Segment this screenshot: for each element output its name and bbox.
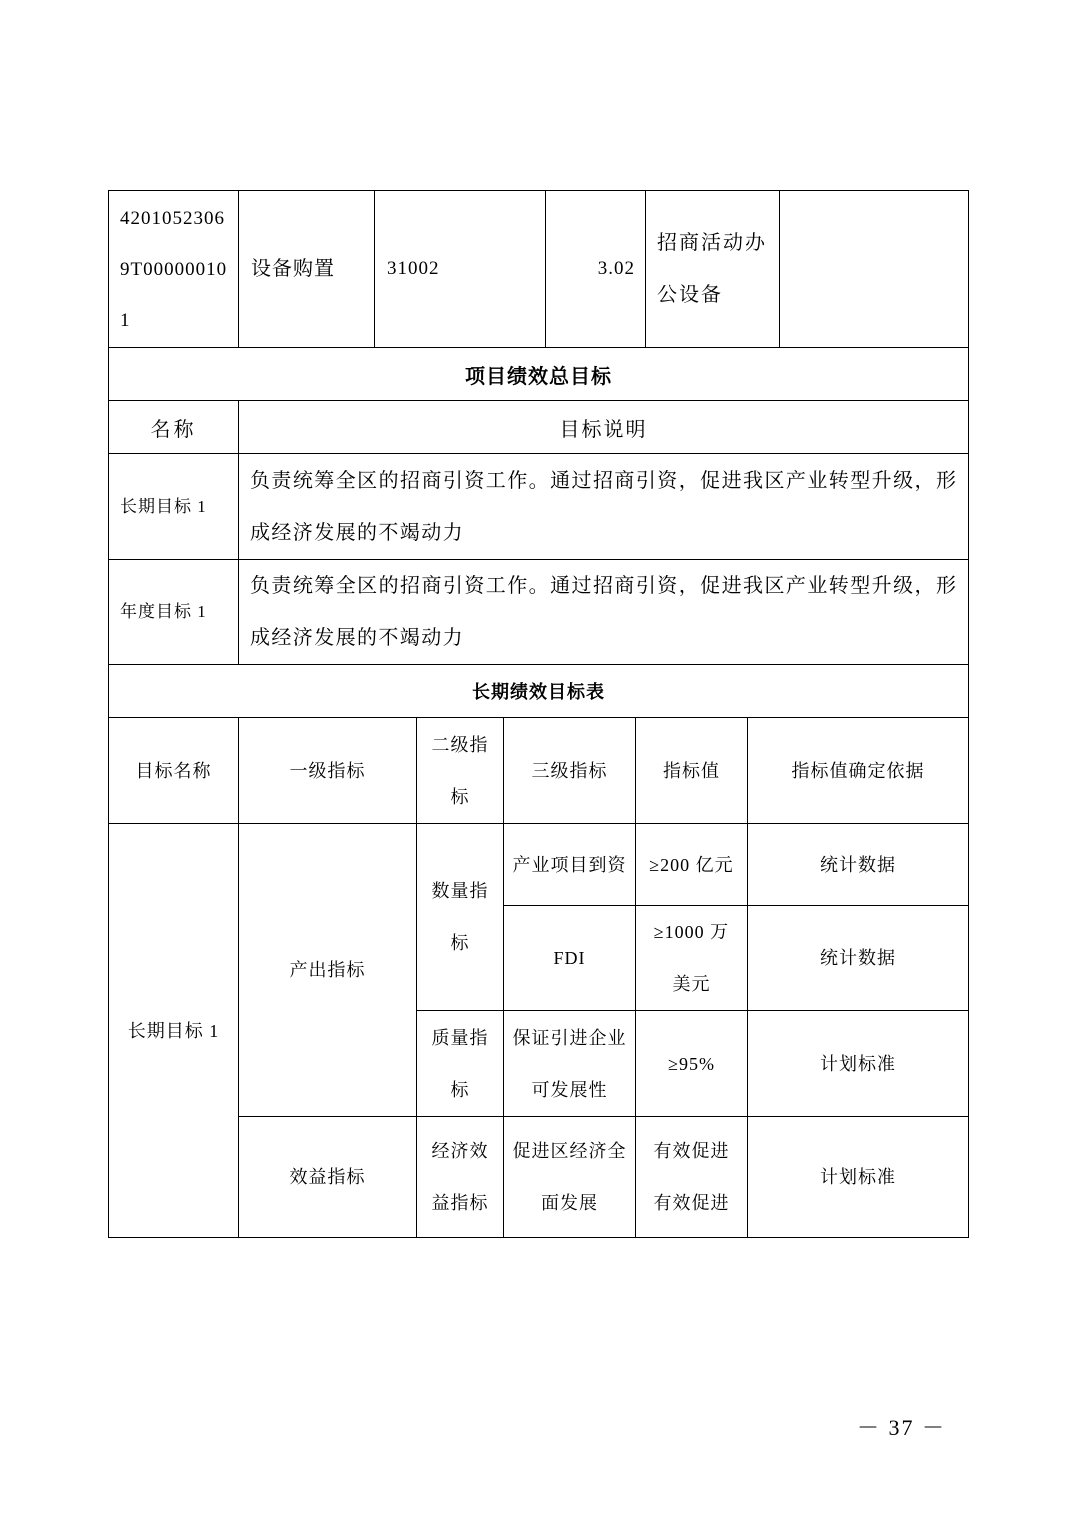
- summary-section-title: 项目绩效总目标: [109, 348, 969, 401]
- amount-cell: 3.02: [546, 191, 646, 348]
- level3-cell: 保证引进企业 可发展性: [504, 1011, 636, 1117]
- page-number: － 37 －: [856, 1415, 946, 1440]
- header-goal-name: 目标名称: [109, 718, 239, 824]
- header-level2: 二级指 标: [417, 718, 504, 824]
- goal-text-line: 成经济发展的不竭动力: [250, 627, 464, 649]
- level3-cell: 产业项目到资: [504, 824, 636, 906]
- level2-quality-cell: 质量指 标: [417, 1011, 504, 1117]
- header-value-basis: 指标值确定依据: [748, 718, 969, 824]
- value-basis-cell: 统计数据: [748, 824, 969, 906]
- performance-table: [108, 190, 969, 1238]
- long-term-goal-label: 长期目标 1: [109, 454, 239, 560]
- economic-code-cell: 31002: [375, 191, 546, 348]
- annual-goal-label: 年度目标 1: [109, 560, 239, 665]
- description-header: 目标说明: [239, 401, 969, 454]
- header-level3: 三级指标: [504, 718, 636, 824]
- level2-economic-cell: 经济效 益指标: [417, 1117, 504, 1238]
- value-basis-cell: 计划标准: [748, 1117, 969, 1238]
- goal-text-line: 成经济发展的不竭动力: [250, 521, 464, 544]
- indicator-value-cell: ≥95%: [636, 1011, 748, 1117]
- value-basis-cell: 计划标准: [748, 1011, 969, 1117]
- long-term-table-title: 长期绩效目标表: [109, 665, 969, 718]
- level2-quantity-cell: 数量指 标: [417, 824, 504, 1011]
- goal-name-cell: 长期目标 1: [109, 824, 239, 1238]
- indicator-value-cell: ≥1000 万 美元: [636, 906, 748, 1011]
- annual-goal-text: [239, 560, 969, 665]
- level1-output-cell: 产出指标: [239, 824, 417, 1117]
- goal-text-line: 负责统筹全区的招商引资工作。通过招商引资，促进我区产业转型升级，形: [250, 469, 956, 492]
- level3-cell: FDI: [504, 906, 636, 1011]
- header-level1: 一级指标: [239, 718, 417, 824]
- long-term-goal-text: [239, 454, 969, 560]
- level1-benefit-cell: 效益指标: [239, 1117, 417, 1238]
- level3-cell: 促进区经济全 面发展: [504, 1117, 636, 1238]
- remark-cell: [780, 191, 969, 348]
- purchase-description-cell: 招商活动办 公设备: [646, 191, 780, 348]
- header-indicator-value: 指标值: [636, 718, 748, 824]
- purchase-category-cell: 设备购置: [239, 191, 375, 348]
- name-header: 名称: [109, 401, 239, 454]
- goal-text-line: 负责统筹全区的招商引资工作。通过招商引资，促进我区产业转型升级，形: [250, 575, 956, 597]
- indicator-value-cell: 有效促进 有效促进: [636, 1117, 748, 1238]
- project-code-cell: 4201052306 9T00000010 1: [109, 191, 239, 348]
- indicator-value-cell: ≥200 亿元: [636, 824, 748, 906]
- value-basis-cell: 统计数据: [748, 906, 969, 1011]
